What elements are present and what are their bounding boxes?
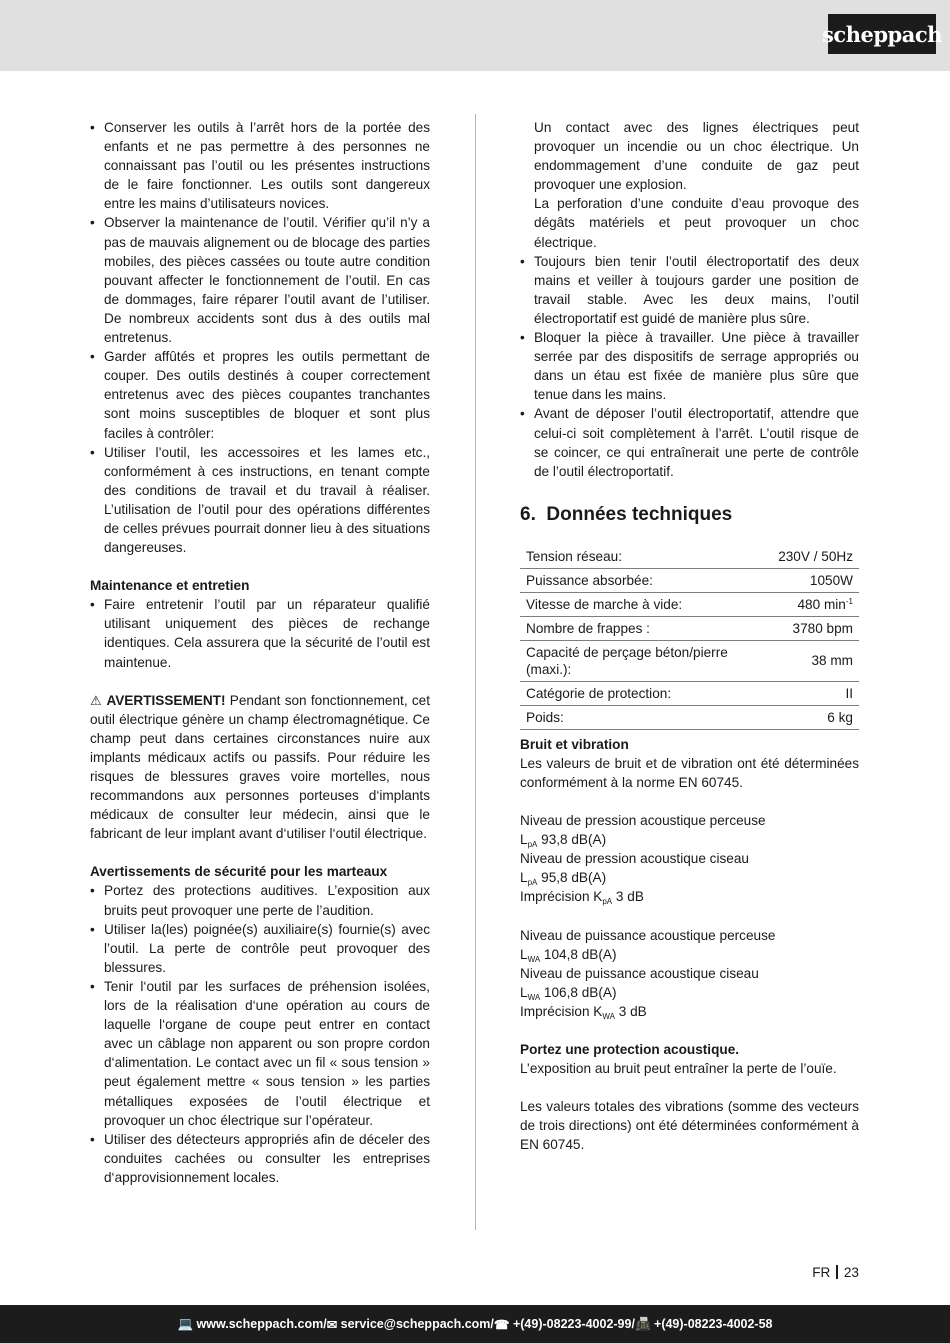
website-link[interactable]: www.scheppach.com (196, 1317, 324, 1331)
fax-number: +(49)-08223-4002-58 (654, 1317, 773, 1331)
continuation-text: Un contact avec des lignes électriques peut provoquer un incendie ou un choc électrique. Un endommagement d’une conduite de gaz peut provoquer une explosion. (534, 120, 859, 193)
email-link[interactable]: service@scheppach.com (340, 1317, 491, 1331)
table-row (520, 705, 859, 729)
handling-list (520, 252, 859, 481)
right-column (520, 118, 859, 1154)
kwa-line: Imprécision $K_{WA}$ 3 dB (520, 1003, 647, 1021)
table-label: Tension réseau: (520, 545, 772, 569)
lpa-drill-line: $L_{pA}$ 93,8 dB(A) (520, 832, 607, 850)
vibration-text: Les valeurs totales des vibrations (somme des vecteurs de trois directions) ont été déterminées conformément à EN 60745. (520, 1099, 859, 1153)
continuation-text: La perforation d’une conduite d’eau provoque des dégâts matériels et peut provoquer un choc électrique. (534, 196, 859, 250)
table-row (520, 640, 859, 681)
list-item: • Utiliser la(les) poignée(s) auxiliaire(s) fournie(s) avec l’outil. La perte de contrôle peut provoquer des blessures. (90, 920, 430, 977)
power-drill-label: Niveau de puissance acoustique perceuse (520, 927, 776, 943)
hammer-safety-list (90, 881, 430, 1187)
table-label: Vitesse de marche à vide: (520, 592, 772, 616)
footer-bar: 💻 www.scheppach.com / ✉ service@scheppach.com / ☎ +(49)-08223-4002-99 / 📠 +(49)-08223-4002-58 (0, 1305, 950, 1343)
phone-icon: ☎ (493, 1317, 510, 1332)
noise-heading: Bruit et vibration (520, 736, 629, 752)
table-row (520, 681, 859, 705)
table-value: 230V / 50Hz (772, 545, 859, 569)
pressure-chisel-label: Niveau de pression acoustique ciseau (520, 851, 749, 867)
table-row (520, 545, 859, 569)
technical-data-table (520, 545, 859, 730)
table-value: 1050W (772, 568, 859, 592)
hammer-safety-heading: Avertissements de sécurité pour les marteaux (90, 864, 388, 880)
table-label: Catégorie de protection: (520, 681, 772, 705)
list-item: • Tenir l‘outil par les surfaces de préhension isolées, lors de la réalisation d‘une opération au cours de laquelle l‘organe de coupe peut entrer en contact avec un câblage non apparent ou son propre cordon d‘alimentation. Le contact avec un fil « sous tension » peut également mettre « sous tension » les parties métalliques exposées de l’outil électrique et provoquer un choc électrique sur l’opérateur. (90, 977, 430, 1130)
table-row (520, 568, 859, 592)
web-icon: 💻 (177, 1316, 194, 1331)
table-label: Poids: (520, 705, 772, 729)
tool-care-list (90, 118, 430, 557)
maintenance-heading: Maintenance et entretien (90, 578, 250, 594)
list-item: • Bloquer la pièce à travailler. Une pièce à travailler serrée par des dispositifs de serrage appropriés ou dans un étau est fixée de manière plus sûre que tenue dans les mains. (520, 328, 859, 404)
language-code: FR (812, 1265, 831, 1280)
fax-icon: 📠 (634, 1316, 651, 1331)
lwa-drill-line: $L_{WA}$ 104,8 dB(A) (520, 946, 617, 964)
table-label: Nombre de frappes : (520, 616, 772, 640)
kpa-line: Imprécision $K_{pA}$ 3 dB (520, 889, 644, 907)
list-item: • Portez des protections auditives. L’exposition aux bruits peut provoquer une perte de l’audition. (90, 881, 430, 919)
list-item: • Faire entretenir l’outil par un réparateur qualifié utilisant uniquement des pièces de rechange identiques. Cela assurera que la sécurité de l’outil est maintenue. (90, 595, 430, 671)
table-value: 480 $\min^{-1}$ (772, 592, 859, 616)
section-title: Données techniques (546, 503, 733, 525)
list-item: • Toujours bien tenir l’outil électroportatif des deux mains et veiller à toujours garder une position de travail stable. Avec les deux mains, l’outil électroportatif est guidé de manière plus sûre. (520, 252, 859, 328)
page-number (812, 1265, 859, 1280)
protection-heading: Portez une protection acoustique. (520, 1042, 740, 1057)
table-value: 3780 bpm (772, 616, 859, 640)
table-value: 6 kg (772, 705, 859, 729)
list-item: • Utiliser l’outil, les accessoires et les lames etc., conformément à ces instructions, en tenant compte des conditions de travail et du travail à réaliser. L’utilisation de l’outil pour des opérations différentes de celles prévues pourrait donner lieu à des situations dangereuses. (90, 443, 430, 558)
table-row (520, 616, 859, 640)
table-value: 38 mm (772, 640, 859, 681)
warning-label: AVERTISSEMENT! (106, 692, 226, 708)
table-row (520, 592, 859, 616)
lpa-chisel-line: $L_{pA}$ 95,8 dB(A) (520, 870, 607, 888)
page-index: 23 (843, 1265, 859, 1280)
warning-paragraph (90, 691, 430, 844)
pressure-drill-label: Niveau de pression acoustique perceuse (520, 813, 766, 829)
left-column (90, 118, 430, 1187)
warning-text: Pendant son fonctionnement, cet outil électrique génère un champ électromagnétique. Ce champ peut dans certaines circonstances nuire aux implants médicaux actifs ou passifs. Pour réduire les risques de blessures graves voire mortelles, nous recommandons aux personnes porteuses d‘implants médicaux de consulter leur médecin, ainsi que le fabricant de leur implant avant d‘utiliser l‘outil électrique. (90, 692, 431, 842)
section-heading (520, 503, 859, 527)
list-item: • Avant de déposer l’outil électroportatif, attendre que celui-ci soit complètement à l’arrêt. L’outil risque de se coincer, ce qui entraînerait une perte de contrôle de l’outil électroportatif. (520, 404, 859, 480)
warning-triangle-icon: ⚠ (90, 692, 103, 708)
table-label: Capacité de perçage béton/pierre (maxi.): (520, 640, 772, 681)
phone-number: +(49)-08223-4002-99 (512, 1317, 632, 1331)
list-item: • Garder affûtés et propres les outils permettant de couper. Des outils destinés à couper correctement entretenus avec des pièces coupantes tranchantes sont moins susceptibles de bloquer et sont plus faciles à contrôler: (90, 347, 430, 442)
section-number: 6. (520, 503, 536, 525)
lwa-chisel-line: $L_{WA}$ 106,8 dB(A) (520, 984, 617, 1002)
mail-icon: ✉ (326, 1317, 338, 1332)
noise-intro: Les valeurs de bruit et de vibration ont été déterminées conformément à la norme EN 60745. (520, 755, 859, 790)
column-divider (475, 114, 476, 1230)
header-bar (0, 0, 950, 71)
list-item: • Observer la maintenance de l’outil. Vérifier qu’il n’y a pas de mauvais alignement ou de blocage des parties mobiles, des pièces cassées ou toute autre condition pouvant affecter le fonctionnement de l’outil. En cas de dommages, faire réparer l’outil avant de l’utiliser. De nombreux accidents sont dus à des outils mal entretenus. (90, 213, 430, 347)
list-item: • Utiliser des détecteurs appropriés afin de déceler des conduites cachées ou consulter les entreprises d‘approvisionnement locales. (90, 1130, 430, 1187)
scheppach-logo: scheppach (828, 14, 936, 54)
maintenance-list (90, 595, 430, 671)
list-item: • Conserver les outils à l’arrêt hors de la portée des enfants et ne pas permettre à des personnes ne connaissant pas l’outil ou les présentes instructions de le faire fonctionner. Les outils sont dangereux entre les mains d’utilisateurs novices. (90, 118, 430, 213)
power-chisel-label: Niveau de puissance acoustique ciseau (520, 965, 759, 981)
table-value: II (772, 681, 859, 705)
table-label: Puissance absorbée: (520, 568, 772, 592)
protection-text: L’exposition au bruit peut entraîner la perte de l’ouïe. (520, 1061, 837, 1077)
